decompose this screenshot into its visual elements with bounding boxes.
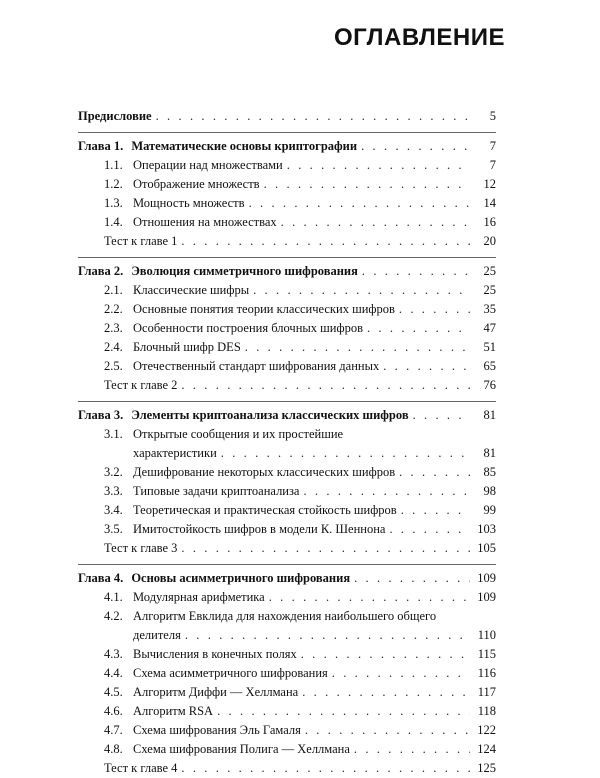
toc-page-number: 118 xyxy=(477,704,496,718)
section-title: Теоретическая и практическая стойкость шифров xyxy=(133,503,397,517)
section-number: 4.3. xyxy=(104,647,123,661)
toc-test-entry[interactable] xyxy=(78,759,496,778)
dot-leader xyxy=(181,376,470,395)
section-title: Алгоритм RSA xyxy=(133,704,214,718)
chapter-number: Глава 2. xyxy=(78,264,124,278)
toc-section-entry[interactable] xyxy=(78,501,496,520)
dot-leader xyxy=(354,569,470,588)
test-title: Тест к главе 1 xyxy=(104,234,178,248)
toc-page-number: 99 xyxy=(483,503,496,517)
toc-chapter-entry[interactable] xyxy=(78,137,496,156)
chapter-title: Математические основы криптографии xyxy=(131,139,358,153)
toc-section-entry[interactable] xyxy=(78,213,496,232)
test-title: Тест к главе 2 xyxy=(104,378,178,392)
dot-leader xyxy=(383,357,470,376)
section-number: 4.8. xyxy=(104,742,123,756)
section-number: 2.2. xyxy=(104,302,123,316)
section-number: 3.2. xyxy=(104,465,123,479)
section-title: Дешифрование некоторых классических шифров xyxy=(133,465,396,479)
section-title: Отображение множеств xyxy=(133,177,260,191)
section-title: Мощность множеств xyxy=(133,196,245,210)
section-title: Операции над множествами xyxy=(133,158,283,172)
section-number: 4.7. xyxy=(104,723,123,737)
section-number: 4.5. xyxy=(104,685,123,699)
dot-leader xyxy=(185,626,470,645)
toc-page-number: 125 xyxy=(477,761,496,775)
test-title: Тест к главе 3 xyxy=(104,541,178,555)
section-title: Особенности построения блочных шифров xyxy=(133,321,363,335)
section-number: 3.4. xyxy=(104,503,123,517)
toc-section-entry[interactable] xyxy=(78,607,496,645)
chapter-title: Элементы криптоанализа классических шифров xyxy=(131,408,409,422)
dot-leader xyxy=(413,406,470,425)
section-title: Классические шифры xyxy=(133,283,250,297)
dot-leader xyxy=(269,588,470,607)
dot-leader xyxy=(303,482,470,501)
dot-leader xyxy=(302,683,470,702)
section-number: 1.3. xyxy=(104,196,123,210)
toc-page-number: 35 xyxy=(483,302,496,316)
dot-leader xyxy=(181,539,470,558)
toc-entry-title: Предисловие xyxy=(78,109,152,123)
dot-leader xyxy=(217,702,470,721)
dot-leader xyxy=(332,664,470,683)
table-of-contents xyxy=(78,107,496,778)
toc-page-number: 16 xyxy=(483,215,496,229)
section-number: 2.1. xyxy=(104,283,123,297)
toc-page-number: 76 xyxy=(483,378,496,392)
toc-chapter-entry[interactable] xyxy=(78,569,496,588)
dot-leader xyxy=(249,194,470,213)
toc-section-entry[interactable] xyxy=(78,482,496,501)
section-number: 4.4. xyxy=(104,666,123,680)
section-number: 1.4. xyxy=(104,215,123,229)
dot-leader xyxy=(156,107,470,126)
toc-entry-preface[interactable] xyxy=(78,107,496,126)
dot-leader xyxy=(399,463,470,482)
dot-leader xyxy=(281,213,470,232)
toc-test-entry[interactable] xyxy=(78,376,496,395)
section-title: Отечественный стандарт шифрования данных xyxy=(133,359,380,373)
section-title: Основные понятия теории классических шифров xyxy=(133,302,395,316)
toc-section-entry[interactable] xyxy=(78,194,496,213)
toc-section-entry[interactable] xyxy=(78,520,496,539)
chapter-divider xyxy=(78,132,496,133)
toc-page-number: 109 xyxy=(477,571,496,585)
section-title: Имитостойкость шифров в модели К. Шеннона xyxy=(133,522,386,536)
toc-page-number: 51 xyxy=(483,340,496,354)
section-title: Схема шифрования Эль Гамаля xyxy=(133,723,301,737)
chapter-number: Глава 4. xyxy=(78,571,124,585)
section-number: 4.1. xyxy=(104,590,123,604)
toc-chapter-entry[interactable] xyxy=(78,406,496,425)
toc-page-number: 20 xyxy=(483,234,496,248)
chapter-number: Глава 3. xyxy=(78,408,124,422)
toc-page-number: 81 xyxy=(483,408,496,422)
dot-leader xyxy=(362,262,470,281)
dot-leader xyxy=(245,338,470,357)
section-number: 3.1. xyxy=(104,427,123,441)
toc-page-number: 7 xyxy=(489,158,496,172)
toc-section-entry[interactable] xyxy=(78,319,496,338)
dot-leader xyxy=(305,721,470,740)
chapter-title: Эволюция симметричного шифрования xyxy=(131,264,358,278)
toc-page-number: 103 xyxy=(477,522,496,536)
toc-page-number: 81 xyxy=(483,446,496,460)
toc-page-number: 47 xyxy=(483,321,496,335)
section-title: Алгоритм Евклида для нахождения наибольшего общего xyxy=(133,609,437,623)
dot-leader xyxy=(401,501,470,520)
section-number: 1.1. xyxy=(104,158,123,172)
section-title-continued: характеристики xyxy=(133,446,217,460)
page-title: ОГЛАВЛЕНИЕ xyxy=(333,24,505,51)
section-number: 1.2. xyxy=(104,177,123,191)
dot-leader xyxy=(253,281,470,300)
toc-section-entry[interactable] xyxy=(78,588,496,607)
toc-section-entry[interactable] xyxy=(78,702,496,721)
toc-page-number: 110 xyxy=(477,628,496,642)
dot-leader xyxy=(301,645,470,664)
toc-section-entry[interactable] xyxy=(78,645,496,664)
chapter-divider xyxy=(78,257,496,258)
section-title: Типовые задачи криптоанализа xyxy=(133,484,300,498)
section-number: 3.3. xyxy=(104,484,123,498)
section-number: 2.5. xyxy=(104,359,123,373)
dot-leader xyxy=(221,444,470,463)
section-title: Блочный шифр DES xyxy=(133,340,241,354)
toc-page-number: 105 xyxy=(477,541,496,555)
toc-page-number: 116 xyxy=(477,666,496,680)
toc-page-number: 14 xyxy=(483,196,496,210)
dot-leader xyxy=(181,232,470,251)
toc-page-number: 115 xyxy=(477,647,496,661)
toc-page-number: 25 xyxy=(483,264,496,278)
chapter-divider xyxy=(78,564,496,565)
chapter-divider xyxy=(78,401,496,402)
section-title: Отношения на множествах xyxy=(133,215,277,229)
test-title: Тест к главе 4 xyxy=(104,761,178,775)
toc-page-number: 65 xyxy=(483,359,496,373)
section-title-continued: делителя xyxy=(133,628,181,642)
toc-page-number: 25 xyxy=(483,283,496,297)
dot-leader xyxy=(264,175,470,194)
toc-page-number: 12 xyxy=(483,177,496,191)
toc-page-number: 5 xyxy=(489,109,496,123)
dot-leader xyxy=(287,156,470,175)
toc-section-entry[interactable] xyxy=(78,664,496,683)
chapter-title: Основы асимметричного шифрования xyxy=(131,571,351,585)
toc-chapter-entry[interactable] xyxy=(78,262,496,281)
section-title: Вычисления в конечных полях xyxy=(133,647,297,661)
section-number: 4.2. xyxy=(104,609,123,623)
toc-page-number: 124 xyxy=(477,742,496,756)
toc-page-number: 117 xyxy=(477,685,496,699)
toc-section-entry[interactable] xyxy=(78,156,496,175)
toc-section-entry[interactable] xyxy=(78,338,496,357)
dot-leader xyxy=(367,319,470,338)
section-number: 2.4. xyxy=(104,340,123,354)
section-title: Открытые сообщения и их простейшие xyxy=(133,427,344,441)
dot-leader xyxy=(399,300,470,319)
section-number: 4.6. xyxy=(104,704,123,718)
toc-section-entry[interactable] xyxy=(78,357,496,376)
section-title: Схема асимметричного шифрования xyxy=(133,666,328,680)
chapter-number: Глава 1. xyxy=(78,139,124,153)
dot-leader xyxy=(361,137,470,156)
dot-leader xyxy=(181,759,470,778)
toc-section-entry[interactable] xyxy=(78,175,496,194)
toc-page-number: 109 xyxy=(477,590,496,604)
section-title: Алгоритм Диффи — Хеллмана xyxy=(133,685,299,699)
toc-section-entry[interactable] xyxy=(78,721,496,740)
toc-page-number: 85 xyxy=(483,465,496,479)
section-title: Модулярная арифметика xyxy=(133,590,265,604)
section-number: 2.3. xyxy=(104,321,123,335)
toc-section-entry[interactable] xyxy=(78,425,496,463)
toc-section-entry[interactable] xyxy=(78,281,496,300)
toc-section-entry[interactable] xyxy=(78,463,496,482)
toc-page-number: 122 xyxy=(477,723,496,737)
section-title: Схема шифрования Полига — Хеллмана xyxy=(133,742,350,756)
toc-section-entry[interactable] xyxy=(78,683,496,702)
toc-test-entry[interactable] xyxy=(78,539,496,558)
section-number: 3.5. xyxy=(104,522,123,536)
toc-page-number: 7 xyxy=(489,139,496,153)
toc-page-number: 98 xyxy=(483,484,496,498)
dot-leader xyxy=(389,520,470,539)
toc-test-entry[interactable] xyxy=(78,232,496,251)
toc-section-entry[interactable] xyxy=(78,300,496,319)
